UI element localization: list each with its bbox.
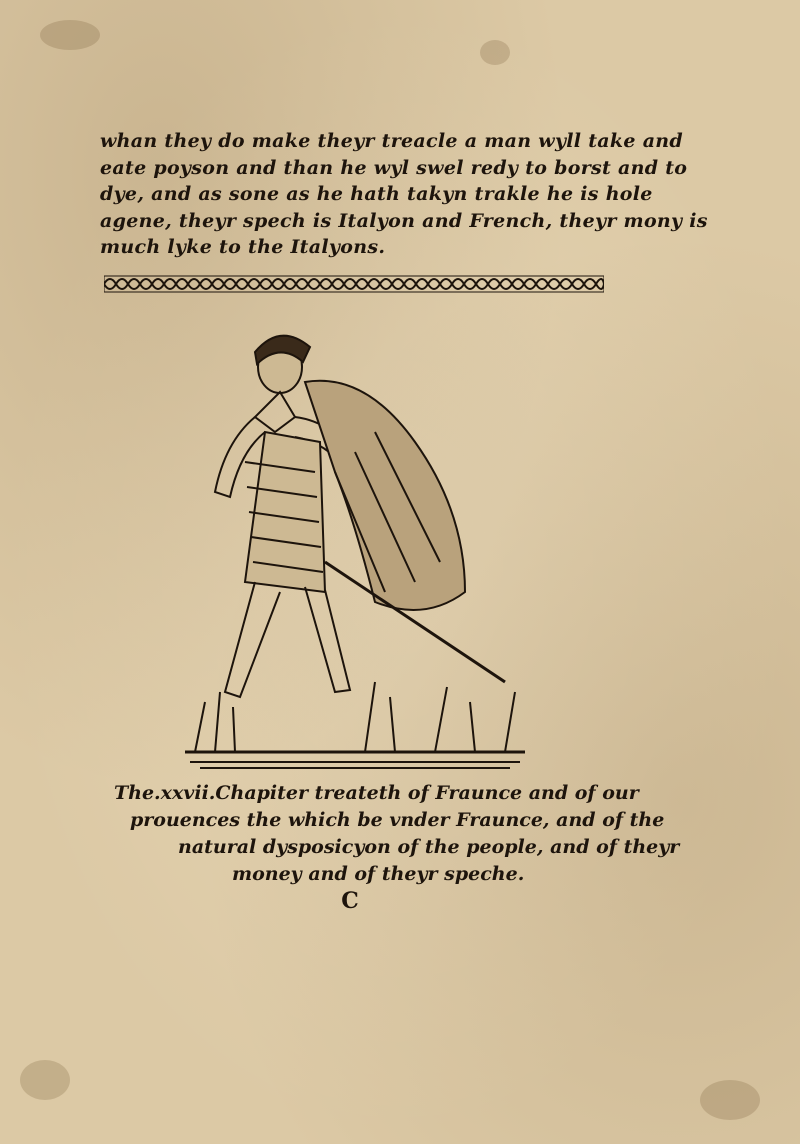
- caption-line-4: money and of theyr speche.: [232, 863, 525, 885]
- woodcut-figure-icon: [185, 322, 525, 772]
- paper-stain: [700, 1080, 760, 1120]
- body-text: [100, 128, 708, 261]
- body-line-3: dye, and as sone as he hath takyn trakle he is hole: [100, 183, 653, 205]
- body-line-2: eate poyson and than he wyl swel redy to borst and to: [100, 156, 688, 179]
- paper-stain: [20, 1060, 70, 1100]
- body-line-5: much lyke to the Italyons.: [100, 236, 386, 258]
- ornamental-border-icon: [104, 270, 604, 298]
- body-line-1: whan they do make theyr treacle a man wyll take and: [100, 130, 683, 152]
- chapter-caption: [100, 780, 680, 888]
- body-line-4: agene, theyr spech is Italyon and French, theyr mony is: [100, 209, 708, 232]
- paper-stain: [480, 40, 510, 65]
- caption-line-3: natural dysposicyon of the people, and of theyr: [178, 836, 680, 858]
- caption-line-2: prouences the which be vnder Fraunce, and of the: [130, 809, 665, 831]
- signature-mark: C: [341, 888, 359, 914]
- caption-line-1: The.xxvii.Chapiter treateth of Fraunce and of our: [114, 782, 639, 804]
- paper-stain: [40, 20, 100, 50]
